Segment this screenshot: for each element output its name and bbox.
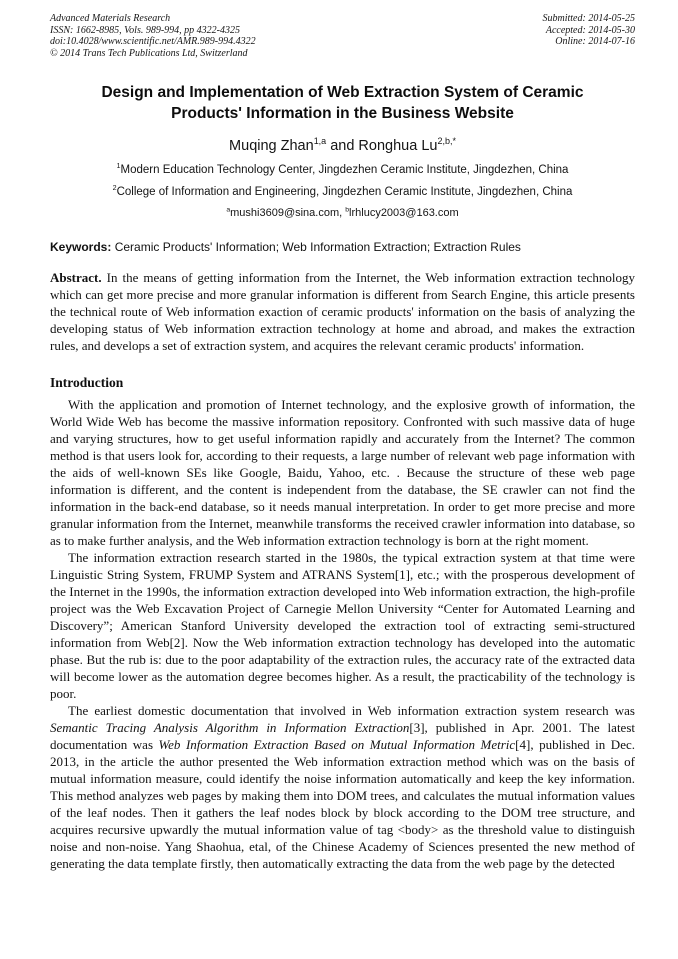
author-emails: $^a$mushi3609@sina.com, $^b$lrhlucy2003@163.com	[226, 206, 459, 219]
authors-line: Muqing Zhan$^{1,a}$ and Ronghua $Lu^{2,b,*}$	[229, 136, 456, 154]
section-heading-introduction: Introduction	[50, 375, 124, 390]
keywords-line: Keywords: Ceramic Products' Information; Web Information Extraction; Extraction Rules	[50, 240, 521, 254]
paper-title: Design and Implementation of Web Extraction System of Ceramic Products' Information in the Business Website	[101, 84, 584, 122]
introduction-paragraph-3: The earliest domestic documentation that involved in Web information extraction system research was Semantic Tracing Analysis Algorithm in Information Extraction[3], published in Apr. 2001. The latest documentation was Web Information Extraction Based on Mutual Information Metric[4], published in Dec. 2013, in the article the author presented the Web information extraction method which was on the basis of mutual information measure, could identify the noise information automatically and keep the key information. This method analyzes web pages by making them into DOM trees, and calculates the mutual information values of the leaf nodes. Then it gathers the leaf nodes block by block according to the DOM tree structure, and acquires recursive upwardly the mutual information value of tag <body> as the threshold value to distinguish noise and non-noise. Yang Shaohua, etal, of the Chinese Academy of Sciences presented the new method of generating the data template firstly, then automatically extracting the data from the web page by the detected	[50, 703, 635, 871]
affiliation-line-2: $^2$College of Information and Engineering, Jingdezhen Ceramic Institute, Jingdezhen, China	[112, 184, 573, 198]
affiliation-line-1: $^1$Modern Education Technology Center, Jingdezhen Ceramic Institute, Jingdezhen, China	[116, 162, 569, 176]
journal-info: Advanced Materials Research ISSN: 1662-8985, Vols. 989-994, pp 4322-4325 doi:10.4028/www.scientific.net/AMR.989-994.4322 © 2014 Trans Tech Publications Ltd, Switzerland	[50, 13, 256, 59]
page-header	[50, 13, 635, 59]
submission-dates: Submitted: 2014-05-25 Accepted: 2014-05-30 Online: 2014-07-16	[542, 13, 635, 47]
introduction-paragraph-2: The information extraction research started in the 1980s, the typical extraction system at that time were Linguistic String System, FRUMP System and ATRANS System[1], etc.; with the prosperous development of the Internet in the 1990s, the information extraction developed into Web information extraction, the high-profile project was the Web Excavation Project of Carnegie Mellon University “Center for Automated Learning and Discovery”; American Stanford University developed the extraction tool of extracting semi-structured information from Web[2]. Now the Web information extraction technology has developed into the automatic phase. But the rub is: due to the poor adaptability of the extraction rules, the accuracy rate of the extracted data will become lower as the automation degree becomes higher. As a result, the practicability of the technology is poor.	[50, 550, 635, 701]
introduction-paragraph-1: With the application and promotion of Internet technology, and the explosive growth of information, the World Wide Web has become the massive information repository. Confronted with such massive data of huge and varying structures, how to get useful information rapidly and accurately from the Internet? The common method is that users look for, according to their requests, a large number of relevant web page information with the aids of well-known SEs like Google, Baidu, Yahoo, etc. . Because the structure of these web page information is different, and the content is independent from the database, the SE crawler can not find the information in the back-end database, so it needs manual interpretation. In order to get more precise and more granular information from the Internet, meanwhile transforms the received crawler information into database, so as to make further analysis, and the Web information extraction technology is born at the right moment.	[50, 397, 635, 548]
abstract-paragraph: Abstract. In the means of getting information from the Internet, the Web information extraction technology which can get more precise and more granular information is different from Search Engine, this article presents the technical route of Web information exaction of ceramic products' information on the basis of analyzing the developing status of Web information extraction technology at home and abroad, and makes the extraction rules, and develops a set of extraction system, and acquires the relevant ceramic products' information.	[50, 270, 635, 353]
